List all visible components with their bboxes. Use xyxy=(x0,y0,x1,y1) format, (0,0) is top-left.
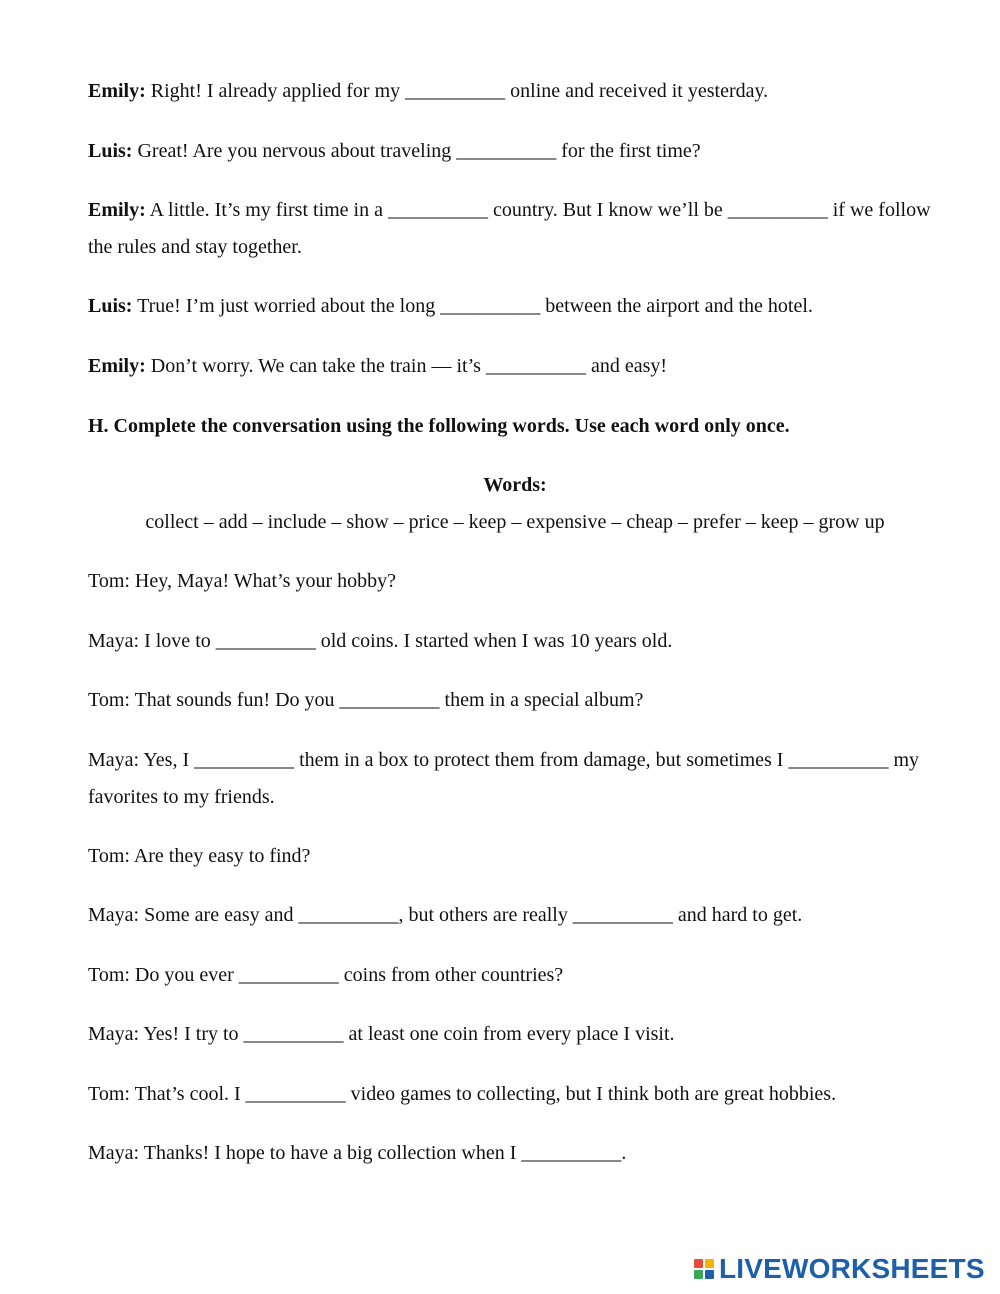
dialogue-line xyxy=(88,140,701,163)
conversation-line: Maya: Yes! I try to __________ at least one coin from every place I visit. xyxy=(88,1023,675,1045)
dialogue-text: Don’t worry. We can take the train — it’s __________ and easy! xyxy=(145,355,668,377)
dialogue-text: Right! I already applied for my __________ online and received it yesterday. xyxy=(145,80,769,102)
dialogue-line xyxy=(88,355,667,378)
speaker: Emily: xyxy=(88,355,146,377)
speaker: Luis: xyxy=(88,140,133,162)
dialogue-text: A little. It’s my first time in a __________ country. But I know we’ll be __________ if we follow the rules and stay together. xyxy=(88,199,931,258)
conversation-line: Tom: Do you ever __________ coins from other countries? xyxy=(88,964,564,986)
conversation-line: Maya: Yes, I __________ them in a box to protect them from damage, but sometimes I __________ my favorites to my friends. xyxy=(88,749,919,808)
logo-squares-icon xyxy=(694,1259,714,1279)
liveworksheets-logo xyxy=(694,1252,985,1286)
speaker: Emily: xyxy=(88,80,146,102)
words-list: collect – add – include – show – price – keep – expensive – cheap – prefer – keep – grow up xyxy=(145,511,885,533)
conversation-line: Maya: Some are easy and __________, but others are really __________ and hard to get. xyxy=(88,904,803,926)
speaker: Emily: xyxy=(88,199,146,221)
conversation-line: Tom: Hey, Maya! What’s your hobby? xyxy=(88,570,396,592)
conversation-line: Maya: Thanks! I hope to have a big collection when I __________. xyxy=(88,1142,627,1164)
dialogue-line xyxy=(88,295,813,318)
speaker: Luis: xyxy=(88,295,133,317)
dialogue-text: Great! Are you nervous about traveling __________ for the first time? xyxy=(132,140,701,162)
section-h-instruction: H. Complete the conversation using the following words. Use each word only once. xyxy=(88,415,790,437)
dialogue-line xyxy=(88,80,768,103)
dialogue-text: True! I’m just worried about the long __________ between the airport and the hotel. xyxy=(132,295,813,317)
conversation-line: Maya: I love to __________ old coins. I started when I was 10 years old. xyxy=(88,630,673,652)
words-title: Words: xyxy=(483,474,547,496)
conversation-line: Tom: That’s cool. I __________ video games to collecting, but I think both are great hobbies. xyxy=(88,1083,837,1105)
conversation-line: Tom: That sounds fun! Do you __________ them in a special album? xyxy=(88,689,644,711)
dialogue-line xyxy=(88,192,940,266)
conversation-line: Tom: Are they easy to find? xyxy=(88,845,311,867)
logo-text: LIVEWORKSHEETS xyxy=(719,1253,985,1284)
